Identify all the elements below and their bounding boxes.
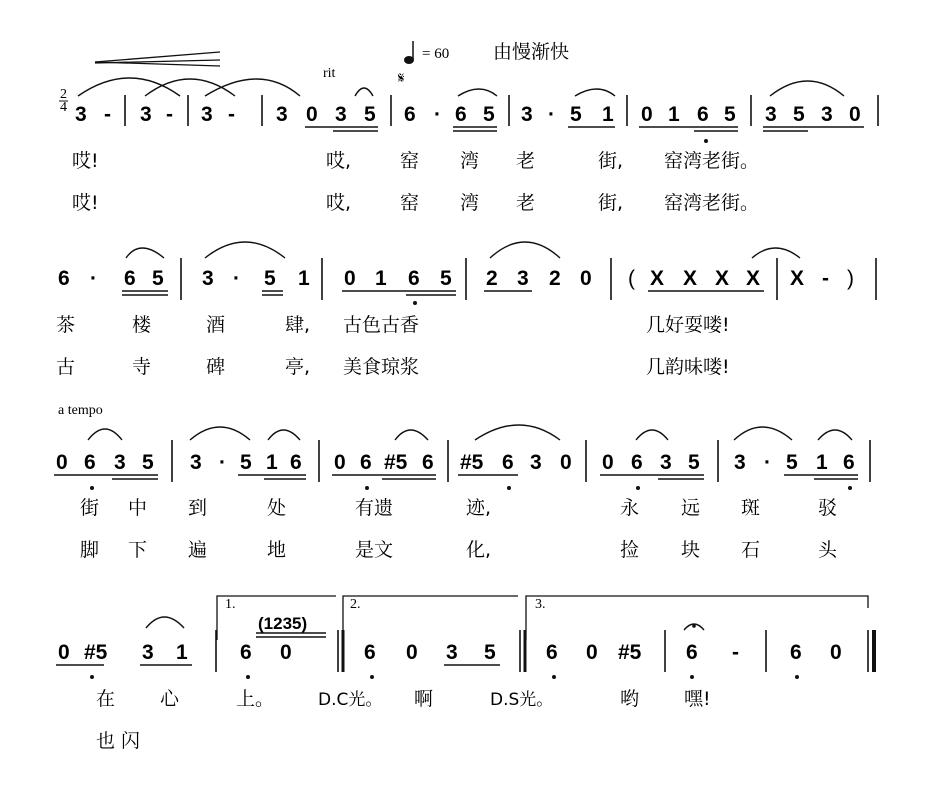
note: 0	[280, 641, 292, 664]
lyric: 化,	[466, 539, 492, 561]
system-4-slurs	[146, 617, 704, 630]
note: 6	[546, 641, 558, 664]
ending-1-label: 1.	[225, 597, 236, 612]
lyric: 心	[160, 688, 180, 710]
note: 1	[375, 267, 387, 290]
note: 3	[142, 641, 154, 664]
dash: -	[822, 267, 829, 290]
note: 3	[517, 267, 529, 290]
system-4	[56, 596, 874, 752]
ending-3-label: 3.	[535, 597, 546, 612]
lyric: 驳	[818, 497, 838, 519]
note: 1	[266, 451, 278, 474]
lyric: 街,	[598, 192, 624, 214]
note: 5	[688, 451, 700, 474]
note: 6	[790, 641, 802, 664]
time-signature-top: 2	[60, 87, 67, 102]
x-beat: X	[715, 267, 730, 290]
lyric: 有遗	[355, 497, 394, 519]
lyric: 地	[267, 539, 287, 561]
lyric: 脚	[80, 539, 100, 561]
system-3-beams	[54, 475, 858, 479]
note: 0	[641, 103, 653, 126]
lyric: 楼	[132, 314, 152, 336]
lyric: 肆,	[285, 314, 311, 336]
system-4-beams	[56, 633, 500, 665]
x-beat: X	[790, 267, 805, 290]
note: 3	[140, 103, 152, 126]
note: 6	[843, 451, 855, 474]
lyric: 是文	[355, 539, 394, 561]
note: 1	[816, 451, 828, 474]
note: 5	[240, 451, 252, 474]
note: 5	[152, 267, 164, 290]
tempo-value: = 60	[422, 46, 450, 62]
system-3-slurs	[88, 425, 852, 440]
system-1-notes	[75, 103, 861, 126]
note: 0	[560, 451, 572, 474]
system-3-lyrics-verse-2	[80, 539, 838, 561]
note: 3	[446, 641, 458, 664]
note: 3	[821, 103, 833, 126]
lyric: 古色古香	[343, 314, 420, 336]
note: 3	[521, 103, 533, 126]
note: 5	[483, 103, 495, 126]
a-tempo-marking: a tempo	[58, 403, 103, 418]
lyric: 下	[128, 539, 148, 561]
system-3-lyrics-verse-1	[80, 497, 837, 519]
lyric: 窑湾老街。	[664, 192, 760, 214]
system-3-low-dots	[90, 486, 852, 490]
note: 6	[360, 451, 372, 474]
grace-notes: (1235)	[258, 614, 308, 633]
note: 0	[849, 103, 861, 126]
lyric: 哎,	[326, 192, 352, 214]
note: #5	[618, 641, 642, 664]
lyric: 也闪	[96, 730, 147, 752]
system-2-slurs	[126, 242, 800, 258]
note: 1	[176, 641, 188, 664]
note: 6	[124, 267, 136, 290]
tempo-marking	[404, 41, 569, 64]
note: 0	[406, 641, 418, 664]
dot: ·	[90, 267, 97, 290]
dash: -	[166, 103, 173, 126]
dot: ·	[764, 451, 771, 474]
note: #5	[84, 641, 108, 664]
note: 3	[335, 103, 347, 126]
system-2-lyrics-verse-1	[56, 314, 730, 336]
system-1-lyrics-verse-1	[72, 150, 759, 172]
note: 5	[364, 103, 376, 126]
note: 6	[422, 451, 434, 474]
note: 6	[84, 451, 96, 474]
lyric: 中	[128, 497, 148, 519]
system-4-lyrics-verse-2	[96, 730, 146, 752]
note: 5	[440, 267, 452, 290]
lyric: 亭,	[285, 356, 311, 378]
system-2-beams	[122, 291, 764, 295]
x-beat: X	[746, 267, 761, 290]
note: 5	[570, 103, 582, 126]
note: 0	[56, 451, 68, 474]
lyric: 老	[516, 192, 536, 214]
system-4-low-dots	[90, 675, 799, 679]
note: 6	[404, 103, 416, 126]
note: 1	[668, 103, 680, 126]
note: 0	[58, 641, 70, 664]
lyric: 上。	[236, 688, 275, 710]
note: 3	[190, 451, 202, 474]
system-2-lyrics-verse-2	[56, 356, 730, 378]
segno-icon: 𝄋	[398, 71, 405, 87]
system-2-notes	[58, 267, 854, 290]
note: 6	[697, 103, 709, 126]
note: 6	[631, 451, 643, 474]
system-1-slurs	[78, 78, 844, 96]
lyric: 哟	[620, 688, 640, 710]
lyric: 窑湾老街。	[664, 150, 760, 172]
dash: -	[104, 103, 111, 126]
note: 1	[298, 267, 310, 290]
lyric: 寺	[132, 356, 152, 378]
note: #5	[460, 451, 484, 474]
note: 5	[793, 103, 805, 126]
rit-marking: rit	[323, 66, 336, 81]
note: 3	[276, 103, 288, 126]
lyric: 头	[818, 539, 838, 561]
dot: ·	[548, 103, 555, 126]
note: 3	[201, 103, 213, 126]
note: 6	[455, 103, 467, 126]
system-1-lyrics-verse-2	[72, 192, 759, 214]
note: 5	[786, 451, 798, 474]
note: 5	[724, 103, 736, 126]
lyric: 哎!	[72, 150, 99, 172]
note: 3	[660, 451, 672, 474]
paren: (	[628, 267, 635, 290]
note: 6	[364, 641, 376, 664]
lyric: 斑	[741, 497, 761, 519]
note: 6	[502, 451, 514, 474]
lyric: 茶	[56, 314, 76, 336]
note: 3	[734, 451, 746, 474]
note: 3	[202, 267, 214, 290]
lyric: 酒	[206, 314, 226, 336]
note: 6	[408, 267, 420, 290]
note: 0	[830, 641, 842, 664]
lyric: 捡	[620, 539, 640, 561]
lyric: 窑	[400, 150, 420, 172]
system-3-notes	[56, 451, 855, 474]
dash: -	[732, 641, 739, 664]
lyric: 在	[96, 688, 116, 710]
note: 3	[75, 103, 87, 126]
note: 6	[686, 641, 698, 664]
lyric: 哎!	[72, 192, 99, 214]
note: 6	[58, 267, 70, 290]
system-4-notes	[58, 614, 842, 664]
note: 0	[602, 451, 614, 474]
system-3	[54, 425, 870, 561]
note: #5	[384, 451, 408, 474]
note: 0	[306, 103, 318, 126]
lyric: 块	[681, 539, 701, 561]
note: 0	[344, 267, 356, 290]
system-1-beams	[305, 127, 864, 131]
note: 6	[290, 451, 302, 474]
lyric: 湾	[460, 192, 480, 214]
dot: ·	[434, 103, 441, 126]
note: 0	[334, 451, 346, 474]
lyric: 处	[267, 497, 287, 519]
x-beat: X	[683, 267, 698, 290]
lyric: 窑	[400, 192, 420, 214]
lyric: 到	[188, 497, 208, 519]
fermata-dot	[692, 624, 696, 628]
lyric: 街,	[598, 150, 624, 172]
note: 3	[114, 451, 126, 474]
system-2	[56, 242, 876, 378]
note: 2	[486, 267, 498, 290]
lyric: 古	[56, 356, 76, 378]
lyric: 几韵味喽!	[646, 356, 730, 378]
lyric: 远	[681, 497, 701, 519]
note: 3	[530, 451, 542, 474]
lyric: 碑	[206, 356, 226, 378]
x-beat: X	[650, 267, 665, 290]
lyric: 遍	[188, 539, 208, 561]
note: 5	[142, 451, 154, 474]
tempo-text: 由慢渐快	[493, 41, 570, 63]
dot: ·	[219, 451, 226, 474]
ending-2-label: 2.	[350, 597, 361, 612]
system-1	[72, 78, 878, 214]
lyric: 美食琼浆	[343, 356, 420, 378]
lyric: 老	[516, 150, 536, 172]
lyric: 哎,	[326, 150, 352, 172]
time-signature-bottom: 4	[60, 100, 67, 115]
lyric: 石	[741, 539, 761, 561]
lyric: D.S光。	[490, 690, 554, 710]
dash: -	[228, 103, 235, 126]
note: 1	[602, 103, 614, 126]
note: 0	[580, 267, 592, 290]
note: 3	[765, 103, 777, 126]
decrescendo-hairpin	[95, 52, 220, 66]
lyric: D.C光。	[318, 690, 383, 710]
lyric: 永	[620, 497, 640, 519]
lyric: 街	[80, 497, 100, 519]
lyric: 啊	[414, 688, 434, 710]
note: 2	[549, 267, 561, 290]
note: 6	[240, 641, 252, 664]
lyric: 嘿!	[684, 688, 711, 710]
lyric: 迹,	[466, 497, 492, 519]
dot: ·	[233, 267, 240, 290]
system-4-lyrics-verse-1	[96, 688, 711, 710]
lyric: 几好耍喽!	[646, 314, 730, 336]
paren: )	[847, 267, 854, 290]
note: 0	[586, 641, 598, 664]
note: 5	[484, 641, 496, 664]
lyric: 湾	[460, 150, 480, 172]
note: 5	[264, 267, 276, 290]
